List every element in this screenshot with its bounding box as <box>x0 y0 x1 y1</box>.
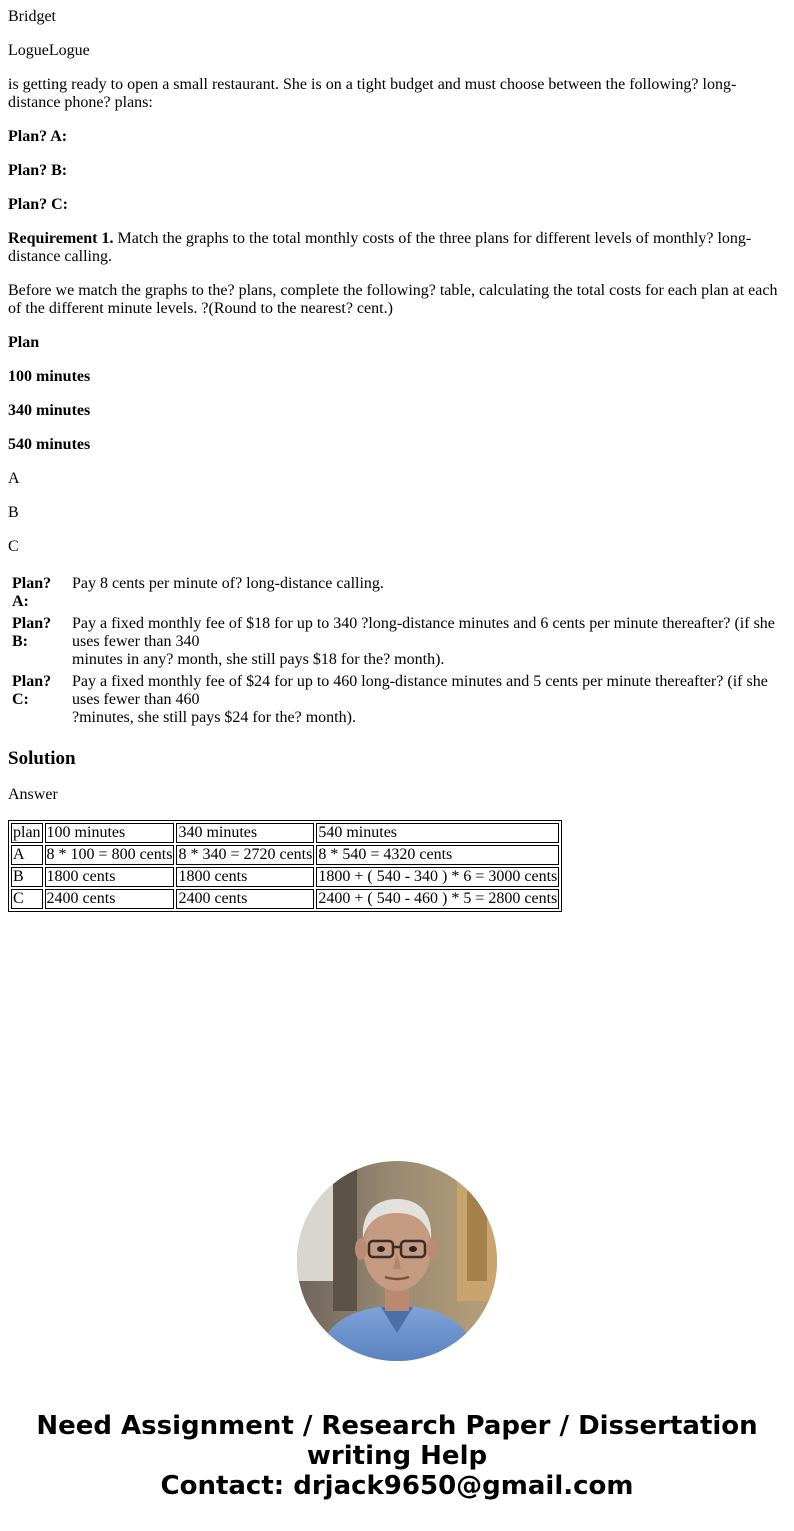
plan-detail-label: Plan? B: <box>12 615 52 650</box>
document-body <box>0 8 794 912</box>
answer-cell: 2400 cents <box>176 889 314 909</box>
table-header-100: 100 minutes <box>8 368 91 385</box>
answer-cell: A <box>11 845 43 865</box>
answer-cell: 8 * 100 = 800 cents <box>46 846 173 863</box>
requirement-paragraph <box>8 230 786 266</box>
name-first: Bridget <box>8 8 56 25</box>
promo-line-2: writing Help <box>306 1441 488 1471</box>
requirement-text: Match the graphs to the total monthly costs of the three plans for different levels of monthly? long-distance calling. <box>8 230 752 265</box>
promo-contact: Contact: drjack9650@gmail.com <box>160 1471 634 1501</box>
table-row <box>11 845 559 865</box>
table-header-540: 540 minutes <box>8 436 91 453</box>
plan-a-heading: Plan? A: <box>8 128 68 145</box>
plan-detail-row <box>11 672 784 728</box>
answer-header-cell: 540 minutes <box>316 823 559 843</box>
solution-heading: Solution <box>8 748 76 769</box>
requirement-label: Requirement 1. <box>8 230 114 247</box>
plan-detail-row <box>11 574 784 612</box>
table-row-b: B <box>8 504 19 521</box>
name-last: LogueLogue <box>8 42 90 59</box>
answer-cell: 8 * 540 = 4320 cents <box>316 845 559 865</box>
table-row-c: C <box>8 538 19 555</box>
plan-c-heading: Plan? C: <box>8 196 68 213</box>
plan-detail-label: Plan? C: <box>12 673 52 708</box>
answer-label: Answer <box>8 786 58 803</box>
intro-sentence: is getting ready to open a small restaurant. She is on a tight budget and must choose between the following? long-distance phone? plans: <box>8 76 737 111</box>
answer-cell: B <box>11 867 43 887</box>
answer-table <box>8 820 562 912</box>
instruction-paragraph: Before we match the graphs to the? plans, complete the following? table, calculating the total costs for each plan at each of the different minute levels. ?(Round to the nearest? cent.) <box>8 282 778 317</box>
author-avatar <box>297 1161 497 1361</box>
answer-cell: 1800 cents <box>176 867 314 887</box>
table-row-a: A <box>8 470 20 487</box>
answer-cell: 1800 cents <box>45 867 175 887</box>
answer-cell: 8 * 340 = 2720 cents <box>178 846 313 863</box>
promo-footer <box>0 1411 794 1501</box>
plan-details-table <box>9 572 786 730</box>
answer-table-header-row <box>11 823 559 843</box>
answer-header-cell: 340 minutes <box>176 823 314 843</box>
table-row <box>11 889 559 909</box>
author-portrait-image <box>297 1161 497 1361</box>
table-row <box>11 867 559 887</box>
answer-header-cell: 100 minutes <box>45 823 175 843</box>
table-header-340: 340 minutes <box>8 402 91 419</box>
answer-cell: 1800 + ( 540 - 340 ) * 6 = 3000 cents <box>318 868 558 885</box>
answer-cell: C <box>11 889 43 909</box>
plan-b-heading: Plan? B: <box>8 162 68 179</box>
plan-detail-text: Pay a fixed monthly fee of $18 for up to 340 ?long-distance minutes and 6 cents per minute thereafter? (if she uses fewer than 340 minutes in any? month, she still pays $18 for the? month). <box>72 615 775 668</box>
plan-detail-row <box>11 614 784 670</box>
plan-detail-text: Pay 8 cents per minute of? long-distance calling. <box>72 575 384 592</box>
promo-line-1: Need Assignment / Research Paper / Dissertation <box>36 1411 758 1441</box>
answer-cell: 2400 cents <box>45 889 175 909</box>
table-header-plan: Plan <box>8 334 40 351</box>
plan-detail-label: Plan? A: <box>12 575 52 610</box>
answer-header-cell: plan <box>13 824 41 841</box>
plan-detail-text: Pay a fixed monthly fee of $24 for up to 460 long-distance minutes and 5 cents per minute thereafter? (if she uses fewer than 460 ?minutes, she still pays $24 for the? month). <box>72 673 768 726</box>
answer-cell: 2400 + ( 540 - 460 ) * 5 = 2800 cents <box>318 890 558 907</box>
